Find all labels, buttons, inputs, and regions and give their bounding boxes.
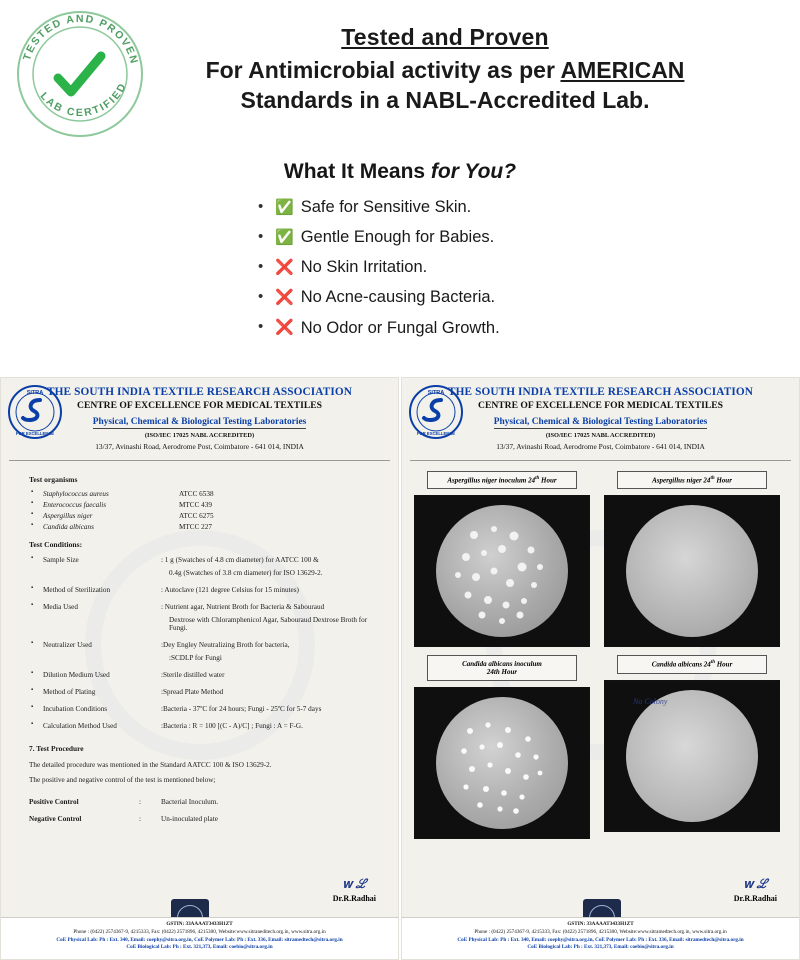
- control-value: Un-inoculated plate: [161, 815, 218, 823]
- plate-annotation: No Colony: [633, 696, 668, 706]
- bullet-dot-icon: •: [258, 227, 264, 245]
- control-value: Bacterial Inoculum.: [161, 798, 219, 806]
- table-row: [29, 671, 380, 679]
- petri-dish: [436, 697, 568, 829]
- hero-title: Tested and Proven: [341, 24, 549, 50]
- cert-labs-name: Physical, Chemical & Biological Testing Laboratories: [493, 417, 708, 427]
- table-row: [29, 815, 380, 823]
- table-row: [29, 556, 380, 577]
- test-organisms-heading: Test organisms: [29, 475, 78, 484]
- plate-caption-sup: th: [535, 476, 540, 481]
- signatory-name: Dr.R.Radhai: [332, 894, 376, 903]
- table-row: [29, 798, 380, 806]
- condition-value: :Sterile distilled water: [161, 671, 225, 679]
- condition-value-sub: Dextrose with Chloramphenicol Agar, Sabouraud Dextrose Broth for Fungi.: [169, 616, 368, 632]
- petri-dish-gallery: [402, 461, 799, 839]
- certificate-footer-right: [402, 917, 799, 959]
- plate-caption-text: Candida albicans inoculum: [462, 660, 542, 669]
- condition-value: : Nutrient agar, Nutrient Broth for Bacteria & Sabouraud: [161, 603, 325, 611]
- cert-org-name: THE SOUTH INDIA TEXTILE RESEARCH ASSOCIATION: [46, 386, 352, 398]
- benefit-label: No Acne-causing Bacteria.: [300, 288, 496, 307]
- table-row: [29, 490, 380, 498]
- test-conditions-heading: Test Conditions:: [29, 540, 83, 549]
- benefit-label: No Odor or Fungal Growth.: [300, 318, 500, 337]
- gstin: GSTIN: 33AAAAT3433H1ZT: [166, 921, 233, 927]
- plate-cell: [412, 655, 592, 839]
- plate-caption-text: Candida albicans 24: [651, 660, 711, 669]
- table-row: [29, 722, 380, 730]
- cert-address: 13/37, Avinashi Road, Aerodrome Post, Coimbatore - 641 014, INDIA: [95, 442, 304, 451]
- condition-value: :Dey Engley Neutralizing Broth for bacteria,: [161, 641, 290, 649]
- hero-subtitle-line3: Standards in a NABL-Accredited Lab.: [240, 87, 650, 114]
- plate-row: [412, 655, 789, 839]
- bullet-dot-icon: •: [258, 258, 264, 276]
- svg-text:TESTED AND PROVEN: TESTED AND PROVEN: [20, 12, 141, 67]
- cross-icon: ❌: [275, 319, 294, 337]
- hero-subtitle: [110, 55, 780, 116]
- benefit-list: [258, 198, 588, 337]
- bullet-dot-icon: •: [258, 288, 264, 306]
- condition-value-sub: 0.4g (Swatches of 3.8 cm diameter) for ISO 13629-2.: [169, 569, 323, 577]
- svg-text:SITRA: SITRA: [26, 390, 44, 396]
- plate-caption: [427, 655, 577, 681]
- organism-code: MTCC 227: [179, 523, 212, 531]
- certificate-header-right: [402, 378, 799, 455]
- svg-text:LAB CERTIFIED: LAB CERTIFIED: [37, 80, 130, 120]
- plate-caption-end: Hour: [539, 476, 557, 485]
- plate-image: [604, 680, 780, 832]
- test-procedure-heading: 7. Test Procedure: [29, 744, 84, 753]
- footer-contact-line-1: Phone : (0422) 2574367-9, 4215333, Fax: (0422) 2571896, 4215300, Website:www.sitramedtech.org.in, www.sitra.org.in: [474, 928, 727, 935]
- plate-cell: [602, 471, 782, 647]
- list-item: [258, 288, 588, 306]
- table-row: [29, 603, 380, 632]
- certificates-section: [0, 377, 800, 960]
- petri-dish: [626, 505, 758, 637]
- certificate-footer-left: [1, 917, 398, 959]
- footer-contact-line-3: CoE Biological Lab: Ph : Ext. 321,373, Email: coebio@sitra.org.in: [126, 944, 273, 951]
- plate-caption: [617, 471, 767, 489]
- signature-mark-icon: 𝐰 ℒ: [743, 876, 768, 891]
- procedure-line-2: The positive and negative control of the test is mentioned below;: [29, 776, 216, 784]
- condition-value: :Bacteria : R = 100 [(C - A)/C] ; Fungi : A = F-G.: [161, 722, 303, 730]
- control-separator: :: [139, 815, 141, 823]
- what-it-means-title: [0, 160, 800, 184]
- condition-label: ▪ Method of Plating: [29, 688, 161, 696]
- svg-text:FOR EXCELLENCE: FOR EXCELLENCE: [416, 431, 456, 436]
- certificate-header-left: [1, 378, 398, 455]
- svg-text:SITRA: SITRA: [427, 390, 445, 396]
- cert-address: 13/37, Avinashi Road, Aerodrome Post, Coimbatore - 641 014, INDIA: [496, 442, 705, 451]
- plate-image: [414, 495, 590, 647]
- procedure-line-1: The detailed procedure was mentioned in the Standard AATCC 100 & ISO 13629-2.: [29, 761, 272, 769]
- plate-caption-sup: th: [710, 476, 715, 481]
- organism-code: ATCC 6275: [179, 512, 214, 520]
- wim-title-main: What It Means: [283, 160, 431, 183]
- petri-dish: [626, 690, 758, 822]
- condition-value: : Autoclave (121 degree Celsius for 15 minutes): [161, 586, 299, 594]
- petri-dish: [436, 505, 568, 637]
- list-item: [258, 228, 588, 246]
- list-item: [258, 198, 588, 216]
- gstin: GSTIN: 33AAAAT3433H1ZT: [567, 921, 634, 927]
- condition-value: : 1 g (Swatches of 4.8 cm diameter) for AATCC 100 &: [161, 556, 319, 564]
- cross-icon: ❌: [275, 258, 294, 276]
- table-row: [29, 705, 380, 713]
- control-separator: :: [139, 798, 141, 806]
- condition-label: ▪ Dilution Medium Used: [29, 671, 161, 679]
- colony-spots-icon: [436, 505, 568, 637]
- organism-name: ▪ Staphylococcus aureus: [29, 490, 179, 498]
- check-icon: ✅: [275, 198, 294, 216]
- hero-subtitle-pre: For Antimicrobial activity as per: [205, 57, 561, 83]
- control-label: Negative Control: [29, 815, 82, 823]
- condition-label: ▪ Sample Size: [29, 556, 161, 577]
- cert-centre-name: CENTRE OF EXCELLENCE FOR MEDICAL TEXTILES: [77, 400, 322, 411]
- colony-spots-icon: [436, 697, 568, 829]
- plate-row: [412, 471, 789, 647]
- list-item: [258, 258, 588, 276]
- table-row: [29, 523, 380, 531]
- plate-caption-end: Hour: [714, 660, 733, 669]
- condition-value-sub: :SCDLP for Fungi: [169, 654, 222, 662]
- plate-cell: [602, 655, 782, 839]
- condition-value: :Spread Plate Method: [161, 688, 224, 696]
- bullet-dot-icon: •: [258, 197, 264, 215]
- cert-labs-name: Physical, Chemical & Biological Testing Laboratories: [92, 417, 307, 427]
- certificate-left[interactable]: [0, 377, 399, 960]
- table-row: [29, 688, 380, 696]
- benefit-label: Safe for Sensitive Skin.: [300, 198, 472, 216]
- signature-block-right: [734, 876, 777, 903]
- organism-name: ▪ Candida albicans: [29, 523, 179, 531]
- benefit-label: No Skin Irritation.: [300, 258, 428, 277]
- plate-caption: [427, 471, 577, 489]
- organism-name: ▪ Enterococcus faecalis: [29, 501, 179, 509]
- organism-name: ▪ Aspergillus niger: [29, 512, 179, 520]
- cert-centre-name: CENTRE OF EXCELLENCE FOR MEDICAL TEXTILES: [478, 400, 723, 411]
- cert-accreditation: (ISO/IEC 17025 NABL ACCREDITED): [545, 432, 656, 439]
- plate-image: [604, 495, 780, 647]
- table-row: [29, 586, 380, 594]
- plate-cell: [412, 471, 592, 647]
- footer-contact-line-2: CoE Physical Lab: Ph : Ext. 340, Email: coephy@sitra.org.in, CoE Polymer Lab: Ph : Ext. 336, Email: sitramedtech@sitra.org.in: [457, 936, 744, 943]
- condition-label: ▪ Neutralizer Used: [29, 641, 161, 662]
- svg-text:FOR EXCELLENCE: FOR EXCELLENCE: [15, 431, 55, 436]
- cert-org-name: THE SOUTH INDIA TEXTILE RESEARCH ASSOCIATION: [447, 386, 753, 398]
- condition-value: :Bacteria - 37ºC for 24 hours; Fungi - 25ºC for 5-7 days: [161, 705, 322, 713]
- condition-label: ▪ Media Used: [29, 603, 161, 632]
- hero-text-block: [110, 24, 780, 116]
- check-icon: ✅: [275, 228, 294, 246]
- hero-subtitle-underlined: AMERICAN: [560, 57, 685, 83]
- table-row: [29, 501, 380, 509]
- table-row: [29, 641, 380, 662]
- sitra-logo-icon: [408, 384, 464, 440]
- benefit-label: Gentle Enough for Babies.: [300, 228, 495, 247]
- footer-contact-line-3: CoE Biological Lab: Ph : Ext. 321,373, Email: coebio@sitra.org.in: [527, 944, 674, 951]
- certificate-right[interactable]: [401, 377, 800, 960]
- control-label: Positive Control: [29, 798, 79, 806]
- plate-image: [414, 687, 590, 839]
- cross-icon: ❌: [275, 288, 294, 306]
- signature-block-left: [333, 876, 376, 903]
- plate-caption-text: Aspergillus niger inoculum 24: [447, 476, 536, 485]
- cert-accreditation: (ISO/IEC 17025 NABL ACCREDITED): [144, 432, 255, 439]
- footer-contact-line-1: Phone : (0422) 2574367-9, 4215333, Fax: (0422) 2571896, 4215300, Website:www.sitraneditech.org.in, www.sitra.org.in: [73, 928, 326, 935]
- condition-label: ▪ Calculation Method Used: [29, 722, 161, 730]
- plate-caption-end: Hour: [714, 476, 732, 485]
- signatory-name: Dr.R.Radhai: [733, 894, 777, 903]
- list-item: [258, 319, 588, 337]
- plate-caption-sup: th: [710, 660, 715, 666]
- sitra-logo-icon: [7, 384, 63, 440]
- organism-code: MTCC 439: [179, 501, 212, 509]
- plate-caption-line2: 24th Hour: [486, 668, 518, 677]
- footer-contact-line-2: CoE Physical Lab: Ph : Ext. 340, Email: coephy@sitra.org.in, CoE Polymer Lab: Ph : Ext. 336, Email: sitramedtech@sitra.org.in: [56, 936, 343, 943]
- condition-label: ▪ Incubation Conditions: [29, 705, 161, 713]
- what-it-means-section: [0, 160, 800, 349]
- signature-mark-icon: 𝐰 ℒ: [342, 876, 367, 891]
- plate-caption-text: Aspergillus niger 24: [652, 476, 711, 485]
- organism-code: ATCC 6538: [179, 490, 214, 498]
- condition-label: ▪ Method of Sterilization: [29, 586, 161, 594]
- wim-title-italic: for You?: [430, 160, 517, 183]
- bullet-dot-icon: •: [258, 318, 264, 336]
- hero-section: [0, 0, 800, 150]
- table-row: [29, 512, 380, 520]
- plate-caption: [617, 655, 767, 673]
- certificate-left-body: [1, 461, 398, 823]
